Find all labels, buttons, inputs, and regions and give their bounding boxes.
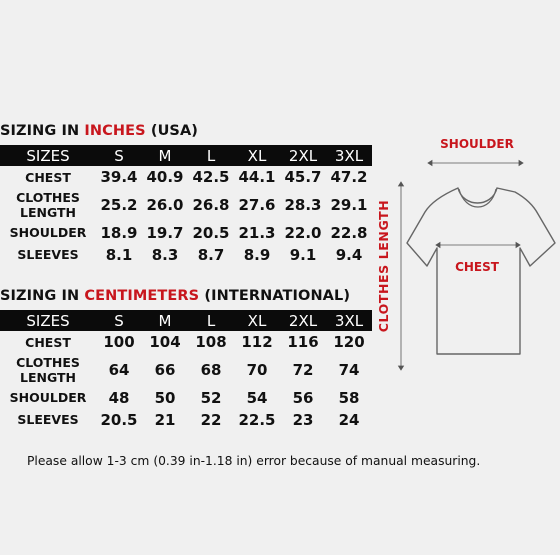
table-cell: 25.2 (100, 196, 138, 214)
measurement-note (27, 454, 480, 468)
row-label: SHOULDER (9, 390, 87, 405)
centimeters-col-s: S (96, 310, 142, 331)
table-cell: 120 (333, 333, 365, 351)
table-cell: 45.7 (284, 168, 322, 186)
table-cell: 26.8 (192, 196, 230, 214)
row-label: CLOTHES LENGTH (16, 355, 80, 385)
inches-row-clothes-length (0, 188, 372, 222)
inches-header-row (0, 145, 372, 166)
table-cell: 29.1 (330, 196, 368, 214)
centimeters-heading-suffix: (INTERNATIONAL) (199, 288, 351, 304)
table-cell: 19.7 (146, 223, 184, 242)
inches-col-3xl: 3XL (326, 145, 372, 166)
row-label: CHEST (25, 334, 71, 350)
inches-col-m: M (142, 145, 188, 166)
table-cell: 8.9 (243, 245, 271, 264)
chest-arrow (436, 243, 520, 248)
shoulder-label: SHOULDER (440, 137, 514, 151)
table-cell: 22 (200, 410, 222, 429)
inches-col-xl: XL (234, 145, 280, 166)
centimeters-col-xl: XL (234, 310, 280, 331)
table-cell: 40.9 (146, 168, 184, 186)
table-cell: 23 (292, 410, 314, 429)
table-cell: 27.6 (238, 196, 276, 214)
table-cell: 56 (292, 388, 314, 407)
inches-col-l: L (188, 145, 234, 166)
table-cell: 66 (154, 361, 176, 379)
inches-row-sleeves (0, 243, 372, 266)
table-cell: 52 (200, 388, 222, 407)
centimeters-heading (0, 288, 350, 304)
centimeters-row-sleeves (0, 408, 372, 431)
table-cell: 21 (154, 410, 176, 429)
table-cell: 108 (195, 333, 227, 351)
table-cell: 44.1 (238, 168, 276, 186)
table-cell: 70 (246, 361, 268, 379)
table-cell: 22.8 (330, 223, 368, 242)
table-cell: 42.5 (192, 168, 230, 186)
chest-label: CHEST (455, 260, 499, 274)
table-cell: 24 (338, 410, 360, 429)
centimeters-row-clothes-length (0, 353, 372, 387)
table-cell: 21.3 (238, 223, 276, 242)
centimeters-col-sizes: SIZES (0, 310, 96, 331)
table-cell: 68 (200, 361, 222, 379)
table-cell: 72 (292, 361, 314, 379)
centimeters-col-2xl: 2XL (280, 310, 326, 331)
table-cell: 54 (246, 388, 268, 407)
length-arrow (399, 182, 404, 370)
centimeters-header-row (0, 310, 372, 331)
table-cell: 8.3 (151, 245, 179, 264)
table-cell: 8.1 (105, 245, 133, 264)
centimeters-row-chest (0, 331, 372, 353)
row-label: SHOULDER (9, 225, 87, 240)
centimeters-col-m: M (142, 310, 188, 331)
row-label: SLEEVES (17, 412, 79, 427)
table-cell: 8.7 (197, 245, 225, 264)
table-cell: 28.3 (284, 196, 322, 214)
centimeters-col-l: L (188, 310, 234, 331)
table-cell: 116 (287, 333, 319, 351)
inches-heading-prefix: SIZING IN (0, 123, 85, 139)
table-cell: 9.1 (289, 245, 317, 264)
table-cell: 22.0 (284, 223, 322, 242)
table-cell: 18.9 (100, 223, 138, 242)
table-cell: 50 (154, 388, 176, 407)
table-cell: 48 (108, 388, 130, 407)
table-cell: 22.5 (238, 410, 276, 429)
centimeters-heading-prefix: SIZING IN (0, 288, 85, 304)
inches-col-sizes: SIZES (0, 145, 96, 166)
table-cell: 64 (108, 361, 130, 379)
inches-heading-unit: INCHES (84, 123, 146, 139)
shoulder-arrow (428, 161, 523, 166)
table-cell: 20.5 (100, 410, 138, 429)
table-cell: 104 (149, 333, 181, 351)
table-cell: 39.4 (100, 168, 138, 186)
table-cell: 9.4 (335, 245, 363, 264)
inches-col-2xl: 2XL (280, 145, 326, 166)
row-label: CLOTHES LENGTH (16, 190, 80, 220)
measurement-note-text: Please allow 1-3 cm (0.39 in-1.18 in) error because of manual measuring. (27, 454, 481, 468)
centimeters-row-shoulder (0, 387, 372, 408)
tshirt-measurement-diagram (375, 128, 560, 378)
centimeters-col-3xl: 3XL (326, 310, 372, 331)
inches-heading (0, 123, 198, 139)
clothes-length-label: CLOTHES LENGTH (376, 199, 391, 333)
centimeters-size-table (0, 310, 372, 431)
table-cell: 26.0 (146, 196, 184, 214)
table-cell: 100 (103, 333, 135, 351)
table-cell: 58 (338, 388, 360, 407)
table-cell: 112 (241, 333, 273, 351)
inches-size-table (0, 145, 372, 266)
inches-row-shoulder (0, 222, 372, 243)
inches-row-chest (0, 166, 372, 188)
table-cell: 47.2 (330, 168, 368, 186)
inches-col-s: S (96, 145, 142, 166)
centimeters-heading-unit: CENTIMETERS (84, 288, 200, 304)
row-label: CHEST (25, 169, 71, 185)
table-cell: 20.5 (192, 223, 230, 242)
inches-heading-suffix: (USA) (145, 123, 199, 139)
row-label: SLEEVES (17, 247, 79, 262)
table-cell: 74 (338, 361, 360, 379)
